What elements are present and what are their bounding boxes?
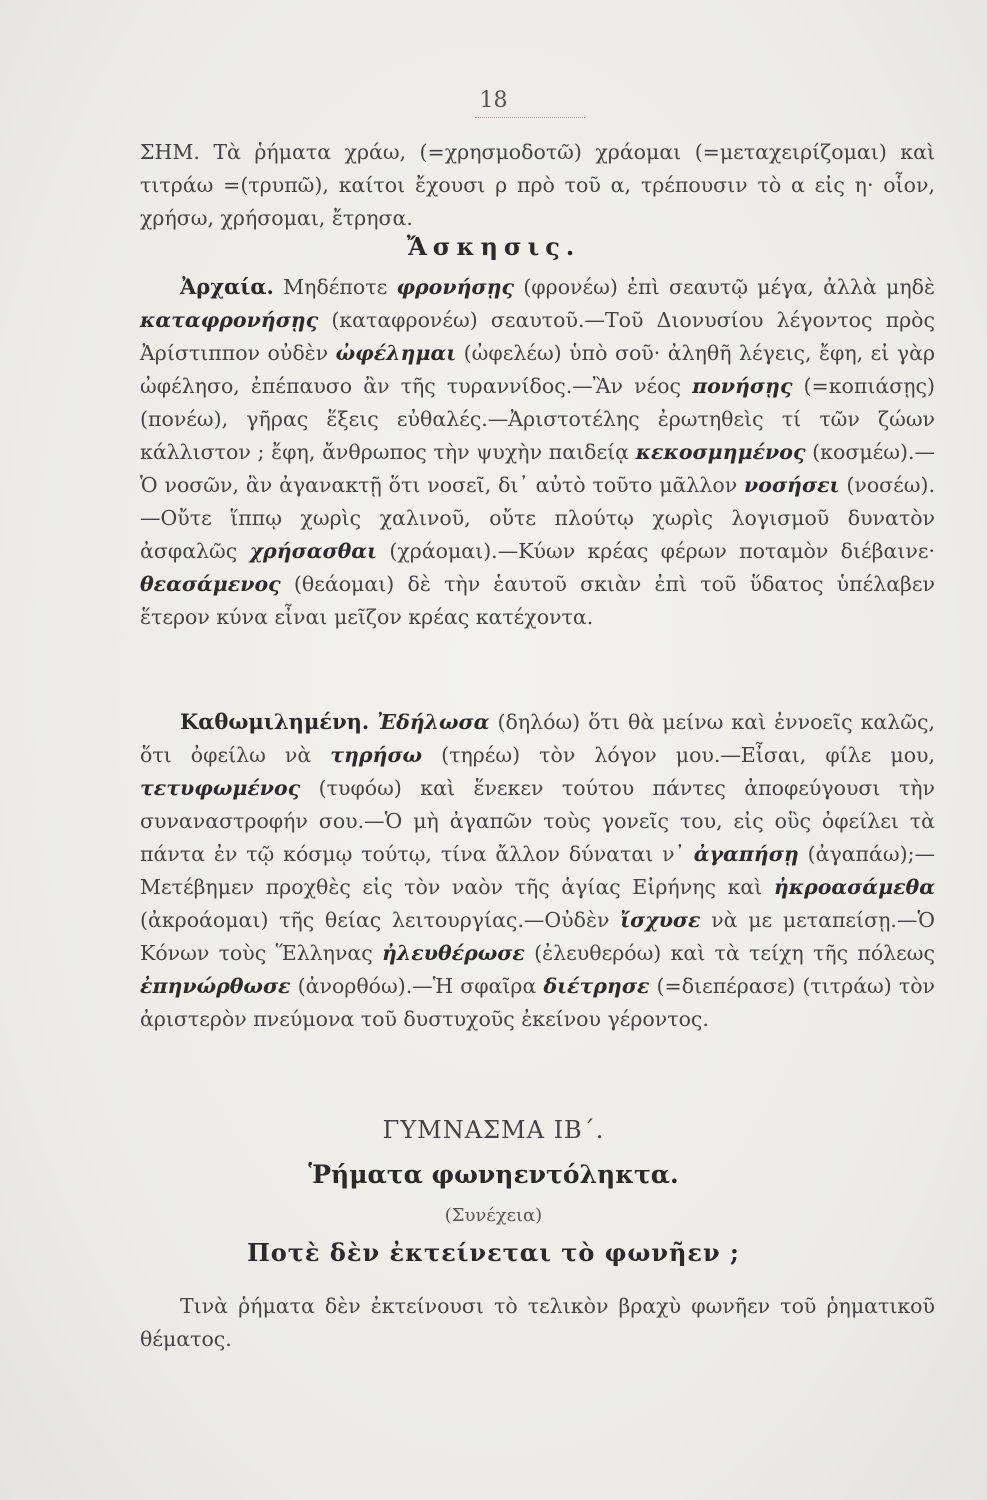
continuation-label: (Συνέχεια) [444, 1205, 543, 1226]
final-paragraph-text: Τινὰ ῥήματα δὲν ἐκτείνουσι τὸ τελικὸν βραχὺ φωνῆεν τοῦ ῥηματικοῦ θέματος. [140, 1294, 935, 1351]
paragraph-text: (χράομαι).—Κύων κρέας φέρων ποταμὸν διέβαινε· [376, 539, 935, 563]
paragraph-text: (τυφόω) καὶ ἕνεκεν τούτου πάντες ἀποφεύγουσι τὴν συναναστροφήν σου.—Ὁ μὴ ἀγαπῶν τοὺς γονεῖς του, εἰς οὓς ὀφείλει τὰ πάντα ἐν τῷ κόσμῳ τούτῳ, τίνα ἄλλον δύναται ν᾽ [140, 776, 935, 866]
paragraph-text: (ἀκροάομαι) τῆς θείας λειτουργίας.—Οὐδὲν [140, 908, 621, 932]
paragraph-text: Μηδέποτε [273, 275, 397, 299]
emphasized-verb: τετυφωμένος [140, 776, 301, 800]
page-number-rule [475, 117, 585, 118]
paragraph-text: (θεάομαι) δὲ τὴν ἑαυτοῦ σκιὰν ἐπὶ τοῦ ὕδατος ὑπέλαβεν ἕτερον κύνα εἶναι μεῖζον κρέας κατέχοντα. [140, 572, 935, 629]
note-paragraph [140, 136, 935, 235]
paragraph-text: (ὠφελέω) ὑπὸ σοῦ· ἀληθῆ λέγεις, ἔφη, εἰ γὰρ ὠφέλησο, ἐπέπαυσο ἂν τῆς τυραννίδος.—Ἂν νέος [140, 341, 935, 398]
emphasized-verb: χρήσασθαι [249, 539, 377, 563]
emphasized-verb: διέτρησε [543, 974, 650, 998]
archaia-body [140, 275, 935, 629]
paragraph-text: (τηρέω) τὸν λόγον μου.—Εἶσαι, φίλε μου, [422, 743, 936, 767]
gymnasma-title: ΓΥΜΝΑΣΜΑ ΙΒ΄. [382, 1116, 605, 1144]
paragraph-text: (=κοπιάσῃς) (πονέω), γῆρας ἕξεις εὐθαλές.—Ἀριστοτέλης ἐρωτηθεὶς τί τῶν ζώων κάλλιστον ; ἔφη, ἄνθρωπος τὴν ψυχὴν παιδείᾳ [140, 374, 935, 464]
emphasized-verb: ἠκροασάμεθα [773, 875, 935, 899]
emphasized-verb: ἠλευθέρωσε [382, 941, 525, 965]
emphasized-verb: καταφρονήσῃς [140, 308, 319, 332]
emphasized-verb: φρονήσῃς [396, 275, 514, 299]
paragraph-text: (=διεπέρασε) (τιτράω) τὸν ἀριστερὸν πνεύμονα τοῦ δυστυχοῦς ἐκείνου γέροντος. [140, 974, 936, 1031]
note-text: Τὰ ῥήματα χράω, (=χρησμοδοτῶ) χράομαι (=μεταχειρίζομαι) καὶ τιτράω =(τρυπῶ), καίτοι ἔχουσι ρ πρὸ τοῦ α, τρέπουσιν τὸ α εἰς η· οἷον, χρήσω, χρήσομαι, ἔτρησα. [140, 140, 935, 230]
emphasized-verb: ἐπηνώρθωσε [140, 974, 291, 998]
emphasized-verb: ὠφέλημαι [335, 341, 457, 365]
emphasized-verb: ἀγαπήσῃ [693, 842, 799, 866]
emphasized-verb: κεκοσμημένος [635, 440, 806, 464]
emphasized-verb: Ἐδήλωσα [377, 710, 490, 734]
emphasized-verb: τηρήσω [330, 743, 423, 767]
kathomilimeni-paragraph [140, 705, 935, 1036]
paragraph-text: (ἀγαπάω);—Μετέβημεν προχθὲς εἰς τὸν ναὸν τῆς ἁγίας Εἰρήνης καὶ [140, 842, 935, 899]
paragraph-text: (φρονέω) ἐπὶ σεαυτῷ μέγα, ἀλλὰ μηδὲ [514, 275, 936, 299]
kathomilimeni-body [140, 710, 935, 1031]
emphasized-verb: ἴσχυσε [620, 908, 701, 932]
paragraph-text: (δηλόω) ὅτι θὰ μείνω καὶ ἐννοεῖς καλῶς, ὅτι ὀφείλω νὰ [140, 710, 935, 767]
emphasized-verb: θεασάμενος [140, 572, 281, 596]
emphasized-verb: νοσήσει [744, 473, 840, 497]
note-label: ΣΗΜ. [140, 140, 200, 164]
emphasized-verb: πονήσῃς [692, 374, 793, 398]
archaia-label: Ἀρχαία. [180, 274, 274, 299]
paragraph-text: (νοσέω).—Οὔτε ἵππῳ χωρὶς χαλινοῦ, οὔτε πλούτῳ χωρὶς λογισμοῦ δυνατὸν ἀσφαλῶς [140, 473, 935, 563]
paragraph-text: (κοσμέω).—Ὁ νοσῶν, ἂν ἀγανακτῇ ὅτι νοσεῖ, δι᾽ αὐτὸ τοῦτο μᾶλλον [140, 440, 935, 497]
archaia-paragraph [140, 270, 935, 634]
question-heading: Ποτὲ δὲν ἐκτείνεται τὸ φωνῆεν ; [247, 1238, 740, 1267]
exercise-heading: Ἄσκησις. [406, 232, 581, 261]
final-paragraph [140, 1290, 935, 1356]
kathomilimeni-label: Καθωμιλημένη. [180, 709, 370, 734]
paragraph-text: (καταφρονέω) σεαυτοῦ.—Τοῦ Διονυσίου λέγοντος πρὸς Ἀρίστιππον οὐδὲν [140, 308, 935, 365]
paragraph-text: νὰ με μεταπείσῃ.—Ὁ Κόνων τοὺς Ἕλληνας [140, 908, 936, 965]
gymnasma-subtitle: Ῥήματα φωνηεντόληκτα. [308, 1160, 679, 1189]
paragraph-text: (ἀνορθόω).—Ἡ σφαῖρα [290, 974, 544, 998]
paragraph-text: (ἐλευθερόω) καὶ τὰ τείχη τῆς πόλεως [524, 941, 935, 965]
page-number: 18 [479, 88, 508, 113]
